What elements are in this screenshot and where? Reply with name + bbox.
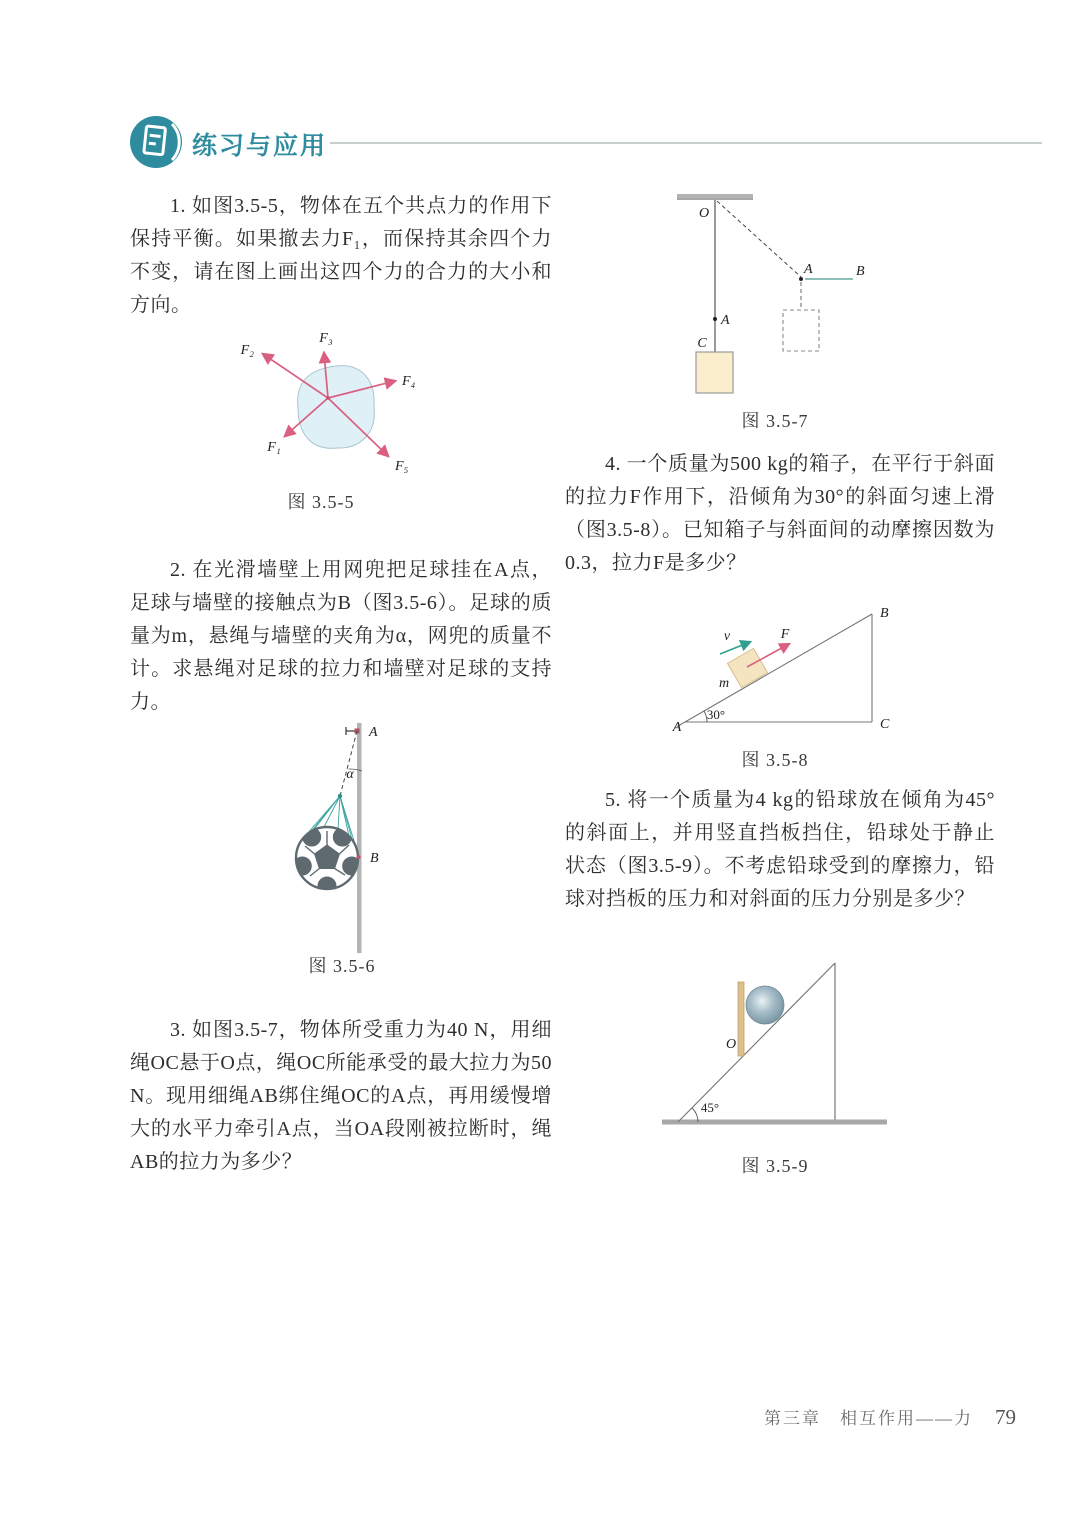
net-knot [338,794,342,798]
problem-3-text: 3. 如图3.5-7，物体所受重力为40 N，用细绳OC悬于O点，绳OC所能承受的最大拉力为50 N。现用细绳AB绑住绳OC的A点，再用缓慢增大的水平力牵引A点，当OA段刚被拉断时，绳AB的拉力为多少？ [130,1019,552,1173]
label-f4: F₄ [402,374,416,389]
point-a-on-rope [713,317,717,321]
label-30deg: 30° [706,707,726,722]
figure-3-5-5 [190,320,490,510]
problem-1-text: 1. 如图3.5-5，物体在五个共点力的作用下保持平衡。如果撤去力F₁，而保持其余四个力不变，请在图上画出这四个力的合力的大小和方向。 [130,195,552,316]
soccer-ball [293,827,360,895]
figure-3-5-6 [250,710,470,960]
problem-2-text: 2. 在光滑墙壁上用网兜把足球挂在A点，足球与墙壁的接触点为B（图3.5-6）。足球的质量为m，悬绳与墙壁的夹角为α，网兜的质量不计。求悬绳对足球的拉力和墙壁对足球的支持力。 [130,559,552,713]
figure-3-5-9 [640,950,940,1180]
label-f1: F₁ [267,440,281,455]
problem-5-text: 5. 将一个质量为4 kg的铅球放在倾角为45°的斜面上，并用竖直挡板挡住，铅球处于静止状态（图3.5-9）。不考虑铅球受到的摩擦力，铅球对挡板的压力和对斜面的压力分别是多少？ [565,789,995,910]
label-a: A [672,720,682,735]
label-a-rope: A [721,313,730,328]
label-b: B [880,606,889,621]
label-c: C [880,717,890,732]
hanging-box [696,352,733,393]
ceiling [677,194,753,198]
label-b: B [370,851,379,866]
label-a: A [369,725,378,740]
lead-ball [746,986,784,1024]
force-origin-point [326,396,330,400]
label-f5: F₅ [395,459,409,474]
incline-triangle [678,963,835,1122]
practice-icon [128,114,184,170]
contact-point-b [357,855,361,859]
label-a-displaced: A [804,262,813,277]
label-alpha: α [346,767,354,782]
rope-displaced-dashed [717,201,801,277]
problem-4-text: 4. 一个质量为500 kg的箱子，在平行于斜面的拉力F作用下，沿倾角为30°的斜面匀速上滑（图3.5-8）。已知箱子与斜面间的动摩擦因数为0.3，拉力F是多少？ [565,453,995,574]
page-title: 练习与应用 [192,132,328,160]
figure-3-5-5-caption: 图 3.5-5 [287,492,355,512]
label-f3: F₃ [319,331,333,346]
figure-3-5-8-caption: 图 3.5-8 [741,750,809,770]
label-c: C [697,336,707,351]
label-f: F [780,627,790,642]
header-rule [330,142,1042,144]
wall [357,723,362,953]
label-v: v [723,629,731,644]
vertical-board [738,982,744,1056]
object-blob [298,366,375,449]
suspension-rope [340,731,357,796]
chapter-title: 第三章 相互作用——力 [764,1409,973,1428]
figure-3-5-6-caption: 图 3.5-6 [308,956,376,976]
label-45deg: 45° [700,1100,720,1115]
point-a-displaced [799,277,803,281]
page-number: 79 [995,1405,1016,1429]
figure-3-5-8 [630,590,960,770]
crate [728,648,768,687]
label-m: m [718,676,730,691]
page-footer [764,1404,1016,1430]
figure-3-5-7-caption: 图 3.5-7 [741,411,809,431]
label-o: O [725,1037,737,1052]
label-b: B [856,264,865,279]
label-f2: F₂ [240,343,254,358]
figure-3-5-7 [620,180,940,440]
label-o: O [698,206,710,221]
figure-3-5-9-caption: 图 3.5-9 [741,1156,809,1176]
box-ghost-dashed [783,310,819,351]
